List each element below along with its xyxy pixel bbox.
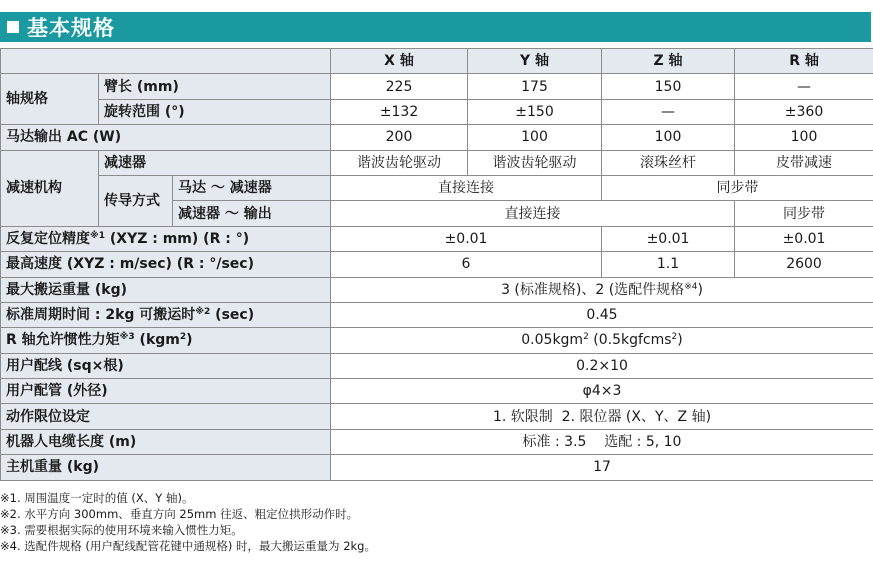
table-row [1, 277, 873, 302]
table-row [1, 175, 873, 200]
row-label-rotation: 旋转范围 (°) [99, 99, 331, 124]
table-row [1, 252, 873, 277]
table-row [1, 125, 873, 150]
cell-rot-z: — [602, 99, 735, 124]
inertia-value-c: ) [677, 332, 683, 349]
repeatability-label-text: 反复定位精度 [6, 230, 90, 247]
cell-cable: 标准 : 3.5 选配 : 5, 10 [331, 429, 873, 454]
payload-close: ) [697, 281, 703, 298]
inertia-value-sup-a: 2 [583, 332, 589, 343]
cell-wiring: 0.2×10 [331, 353, 873, 378]
footnote-4: ※4. 选配件规格 (用户配线配管花键中通规格) 时，最大搬运重量为 2kg。 [0, 539, 376, 553]
payload-text: 3 (标准规格)、2 (选配件规格 [501, 281, 685, 298]
table-row [1, 74, 873, 99]
row-group-axis-spec: 轴规格 [1, 74, 99, 125]
row-label-motor: 马达输出 AC (W) [1, 125, 331, 150]
table-row [1, 302, 873, 327]
cell-repeat-z: ±0.01 [602, 226, 735, 251]
cycle-unit-text: (sec) [210, 307, 255, 324]
row-label-reducer: 减速器 [99, 150, 331, 175]
row-label-max-speed: 最高速度 (XYZ : m/sec) (R : °/sec) [1, 252, 331, 277]
row-label-cycle-time [1, 302, 331, 327]
inertia-value-b: (0.5kgfcms [588, 332, 672, 349]
row-label-max-payload: 最大搬运重量 (kg) [1, 277, 331, 302]
cell-m2r-zr: 同步带 [602, 175, 873, 200]
row-group-transmission: 传导方式 [99, 175, 173, 226]
row-label-inertia [1, 328, 331, 353]
cell-motor-x: 200 [331, 125, 468, 150]
cell-reducer-x: 谐波齿轮驱动 [331, 150, 468, 175]
inertia-unit-sup: 2 [179, 332, 187, 343]
cell-inertia [331, 328, 873, 353]
footnote-2: ※2. 水平方向 300mm、垂直方向 25mm 往返、粗定位拱形动作时。 [0, 507, 359, 521]
cell-reducer-z: 滚珠丝杆 [602, 150, 735, 175]
row-label-cable: 机器人电缆长度 (m) [1, 429, 331, 454]
inertia-label-text: R 轴允许惯性力矩 [6, 332, 120, 349]
cell-repeat-xy: ±0.01 [331, 226, 602, 251]
note-ref-2: ※2 [195, 307, 211, 318]
table-row [1, 455, 873, 480]
section-title: 基本规格 [27, 16, 115, 40]
cell-payload [331, 277, 873, 302]
table-row [1, 328, 873, 353]
cell-weight: 17 [331, 455, 873, 480]
inertia-unit-close: ) [186, 332, 193, 349]
cell-repeat-r: ±0.01 [735, 226, 873, 251]
column-header-r: R 轴 [735, 49, 873, 74]
row-label-motor-to-reducer: 马达 ～ 减速器 [173, 175, 331, 200]
cell-speed-xy: 6 [331, 252, 602, 277]
square-bullet-icon [7, 21, 19, 33]
inertia-value-a: 0.05kgm [521, 332, 584, 349]
note-ref-4: ※4 [684, 281, 698, 292]
inertia-unit-text: (kgm [134, 332, 180, 349]
spec-table [0, 48, 873, 481]
row-label-weight: 主机重量 (kg) [1, 455, 331, 480]
cell-reducer-r: 皮带减速 [735, 150, 873, 175]
cell-arm-z: 150 [602, 74, 735, 99]
cell-rot-x: ±132 [331, 99, 468, 124]
column-header-z: Z 轴 [602, 49, 735, 74]
row-label-repeatability [1, 226, 331, 251]
table-row [1, 429, 873, 454]
cell-limit: 1. 软限制 2. 限位器 (X、Y、Z 轴) [331, 404, 873, 429]
cycle-label-text: 标准周期时间 : 2kg 可搬运时 [6, 307, 196, 324]
cell-speed-r: 2600 [735, 252, 873, 277]
note-ref-3: ※3 [119, 332, 135, 343]
cell-rot-r: ±360 [735, 99, 873, 124]
cell-r2o-r: 同步带 [735, 201, 873, 226]
table-row [1, 150, 873, 175]
cell-motor-z: 100 [602, 125, 735, 150]
footnote-1: ※1. 周围温度一定时的值 (X、Y 轴)。 [0, 491, 194, 505]
cell-rot-y: ±150 [468, 99, 602, 124]
table-header-row [1, 49, 873, 74]
note-ref-1: ※1 [90, 230, 106, 241]
row-label-arm-length: 臂长 (mm) [99, 74, 331, 99]
cell-m2r-xy: 直接连接 [331, 175, 602, 200]
row-label-reducer-to-output: 减速器 ～ 输出 [173, 201, 331, 226]
cell-arm-r: — [735, 74, 873, 99]
cell-r2o-xyz: 直接连接 [331, 201, 735, 226]
table-row [1, 99, 873, 124]
footnotes [0, 490, 376, 554]
row-group-reducer: 减速机构 [1, 150, 99, 226]
cell-tubing: φ4×3 [331, 379, 873, 404]
cell-cycle-time: 0.45 [331, 302, 873, 327]
row-label-wiring: 用户配线 (sq×根) [1, 353, 331, 378]
cell-arm-x: 225 [331, 74, 468, 99]
cell-reducer-y: 谐波齿轮驱动 [468, 150, 602, 175]
column-header-x: X 轴 [331, 49, 468, 74]
row-label-tubing: 用户配管 (外径) [1, 379, 331, 404]
cell-motor-r: 100 [735, 125, 873, 150]
cell-speed-z: 1.1 [602, 252, 735, 277]
inertia-value-sup-b: 2 [671, 332, 678, 343]
table-row [1, 404, 873, 429]
row-label-limit: 动作限位设定 [1, 404, 331, 429]
footnote-3: ※3. 需要根据实际的使用环境来输入惯性力矩。 [0, 523, 243, 537]
repeatability-unit-text: (XYZ : mm) (R : °) [105, 230, 250, 247]
cell-motor-y: 100 [468, 125, 602, 150]
table-row [1, 379, 873, 404]
column-header-y: Y 轴 [468, 49, 602, 74]
header-blank-cell [1, 49, 331, 74]
section-header [0, 12, 873, 42]
cell-arm-y: 175 [468, 74, 602, 99]
table-row [1, 226, 873, 251]
table-row [1, 353, 873, 378]
